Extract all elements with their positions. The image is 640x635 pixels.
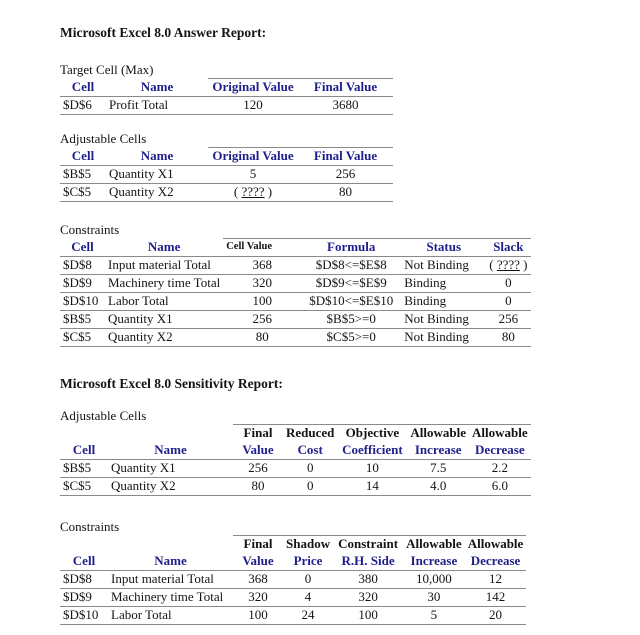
reduced-cost: 0	[283, 477, 337, 495]
status: Not Binding	[401, 311, 486, 329]
objective-coefficient: 10	[337, 459, 407, 477]
col-header-spacer	[60, 535, 108, 552]
shadow-price: 4	[283, 588, 333, 606]
col-header-rh-side: R.H. Side	[333, 553, 403, 571]
formula: $C$5>=0	[301, 329, 401, 347]
sens-constraints-section-label: Constraints	[60, 518, 120, 534]
final-value: 320	[233, 588, 283, 606]
table-row	[60, 588, 526, 606]
adjustable-cells-table	[60, 147, 393, 202]
cell-name: Quantity X1	[108, 459, 233, 477]
col-header-allowable-1: Allowable	[407, 425, 469, 442]
table-row	[60, 606, 526, 624]
cell-name: Profit Total	[106, 97, 208, 115]
final-value: 256	[233, 459, 283, 477]
cell-name: Labor Total	[108, 606, 233, 624]
cell-name: Quantity X1	[106, 166, 208, 184]
col-header-name: Name	[106, 79, 208, 97]
cell-name: Quantity X2	[108, 477, 233, 495]
table-row	[60, 459, 531, 477]
col-header-formula: Formula	[301, 239, 401, 257]
col-header-value: Value	[233, 553, 283, 571]
col-header-cell: Cell	[60, 553, 108, 571]
table-row	[60, 329, 531, 347]
table-header-row-top	[60, 535, 526, 552]
target-cell-table	[60, 78, 393, 115]
target-cell-section-label: Target Cell (Max)	[60, 62, 154, 77]
col-header-original-value: Original Value	[208, 79, 298, 97]
cell-ref: $D$6	[60, 97, 106, 115]
col-header-reduced: Reduced	[283, 425, 337, 442]
allowable-decrease: 6.0	[469, 477, 531, 495]
cell-ref: $C$5	[60, 329, 105, 347]
masked-original-value: ( ???? )	[208, 184, 298, 202]
table-row	[60, 293, 531, 311]
col-header-value: Value	[233, 442, 283, 460]
table-header-row-top	[60, 425, 531, 442]
slack: 0	[486, 293, 530, 311]
cell-value: 368	[223, 257, 301, 275]
col-header-slack: Slack	[486, 239, 530, 257]
allowable-increase: 5	[403, 606, 465, 624]
final-value: 100	[233, 606, 283, 624]
sens-adjustable-cells-section-label: Adjustable Cells	[60, 408, 147, 423]
cell-value: 100	[223, 293, 301, 311]
col-header-final-value: Final Value	[298, 148, 393, 166]
col-header-allowable-2: Allowable	[469, 425, 531, 442]
col-header-final: Final	[233, 425, 283, 442]
formula: $D$8<=$E$8	[301, 257, 401, 275]
original-value: 5	[208, 166, 298, 184]
final-value: 256	[298, 166, 393, 184]
col-header-decrease: Decrease	[469, 442, 531, 460]
sens-adjustable-cells-table	[60, 424, 531, 496]
col-header-cell: Cell	[60, 239, 105, 257]
table-row	[60, 184, 393, 202]
cell-ref: $D$8	[60, 570, 108, 588]
final-value: 368	[233, 570, 283, 588]
col-header-cost: Cost	[283, 442, 337, 460]
col-header-decrease: Decrease	[465, 553, 527, 571]
cell-ref: $D$9	[60, 275, 105, 293]
col-header-coefficient: Coefficient	[337, 442, 407, 460]
col-header-cell: Cell	[60, 79, 106, 97]
formula: $D$9<=$E$9	[301, 275, 401, 293]
final-value: 80	[298, 184, 393, 202]
reduced-cost: 0	[283, 459, 337, 477]
cell-value: 256	[223, 311, 301, 329]
adjustable-cells-section-label: Adjustable Cells	[60, 131, 147, 146]
shadow-price: 24	[283, 606, 333, 624]
col-header-shadow: Shadow	[283, 535, 333, 552]
col-header-allowable-2: Allowable	[465, 535, 527, 552]
cell-name: Quantity X1	[105, 311, 223, 329]
allowable-increase: 4.0	[407, 477, 469, 495]
table-header-row-bottom	[60, 442, 531, 460]
table-row	[60, 275, 531, 293]
cell-value: 80	[223, 329, 301, 347]
col-header-increase: Increase	[403, 553, 465, 571]
col-header-name: Name	[108, 553, 233, 571]
cell-value: 320	[223, 275, 301, 293]
cell-ref: $B$5	[60, 166, 106, 184]
col-header-spacer	[108, 535, 233, 552]
constraints-section-label: Constraints	[60, 222, 120, 237]
col-header-cell: Cell	[60, 148, 106, 166]
table-row	[60, 166, 393, 184]
constraints-table	[60, 238, 531, 347]
cell-ref: $C$5	[60, 477, 108, 495]
allowable-increase: 7.5	[407, 459, 469, 477]
constraint-rh-side: 380	[333, 570, 403, 588]
allowable-decrease: 2.2	[469, 459, 531, 477]
slack: 256	[486, 311, 530, 329]
col-header-spacer	[60, 425, 108, 442]
col-header-allowable-1: Allowable	[403, 535, 465, 552]
table-header-row	[60, 239, 531, 257]
cell-ref: $D$9	[60, 588, 108, 606]
table-header-row	[60, 79, 393, 97]
final-value: 80	[233, 477, 283, 495]
allowable-increase: 10,000	[403, 570, 465, 588]
table-row	[60, 477, 531, 495]
col-header-final-value: Final Value	[298, 79, 393, 97]
shadow-price: 0	[283, 570, 333, 588]
col-header-original-value: Original Value	[208, 148, 298, 166]
cell-name: Input material Total	[108, 570, 233, 588]
original-value: 120	[208, 97, 298, 115]
cell-ref: $D$8	[60, 257, 105, 275]
col-header-status: Status	[401, 239, 486, 257]
slack: 80	[486, 329, 530, 347]
objective-coefficient: 14	[337, 477, 407, 495]
col-header-name: Name	[106, 148, 208, 166]
cell-ref: $D$10	[60, 293, 105, 311]
cell-ref: $D$10	[60, 606, 108, 624]
allowable-decrease: 20	[465, 606, 527, 624]
col-header-spacer	[108, 425, 233, 442]
col-header-constraint: Constraint	[333, 535, 403, 552]
col-header-cell-value: Cell Value	[223, 239, 301, 257]
col-header-price: Price	[283, 553, 333, 571]
cell-name: Input material Total	[105, 257, 223, 275]
sens-constraints-table	[60, 535, 526, 625]
table-row	[60, 97, 393, 115]
col-header-name: Name	[108, 442, 233, 460]
allowable-decrease: 12	[465, 570, 527, 588]
cell-name: Machinery time Total	[105, 275, 223, 293]
table-row	[60, 257, 531, 275]
slack: 0	[486, 275, 530, 293]
cell-name: Quantity X2	[105, 329, 223, 347]
sensitivity-report-title: Microsoft Excel 8.0 Sensitivity Report:	[60, 376, 283, 391]
allowable-increase: 30	[403, 588, 465, 606]
cell-name: Quantity X2	[106, 184, 208, 202]
formula: $B$5>=0	[301, 311, 401, 329]
masked-slack: ( ???? )	[486, 257, 530, 275]
status: Binding	[401, 275, 486, 293]
final-value: 3680	[298, 97, 393, 115]
constraint-rh-side: 320	[333, 588, 403, 606]
col-header-increase: Increase	[407, 442, 469, 460]
answer-report-title: Microsoft Excel 8.0 Answer Report:	[60, 25, 267, 40]
table-row	[60, 570, 526, 588]
constraint-rh-side: 100	[333, 606, 403, 624]
status: Not Binding	[401, 257, 486, 275]
col-header-cell: Cell	[60, 442, 108, 460]
status: Not Binding	[401, 329, 486, 347]
col-header-objective: Objective	[337, 425, 407, 442]
table-header-row-bottom	[60, 553, 526, 571]
cell-name: Machinery time Total	[108, 588, 233, 606]
col-header-name: Name	[105, 239, 223, 257]
table-header-row	[60, 148, 393, 166]
status: Binding	[401, 293, 486, 311]
allowable-decrease: 142	[465, 588, 527, 606]
formula: $D$10<=$E$10	[301, 293, 401, 311]
table-row	[60, 311, 531, 329]
col-header-final: Final	[233, 535, 283, 552]
cell-ref: $C$5	[60, 184, 106, 202]
cell-ref: $B$5	[60, 311, 105, 329]
cell-ref: $B$5	[60, 459, 108, 477]
cell-name: Labor Total	[105, 293, 223, 311]
